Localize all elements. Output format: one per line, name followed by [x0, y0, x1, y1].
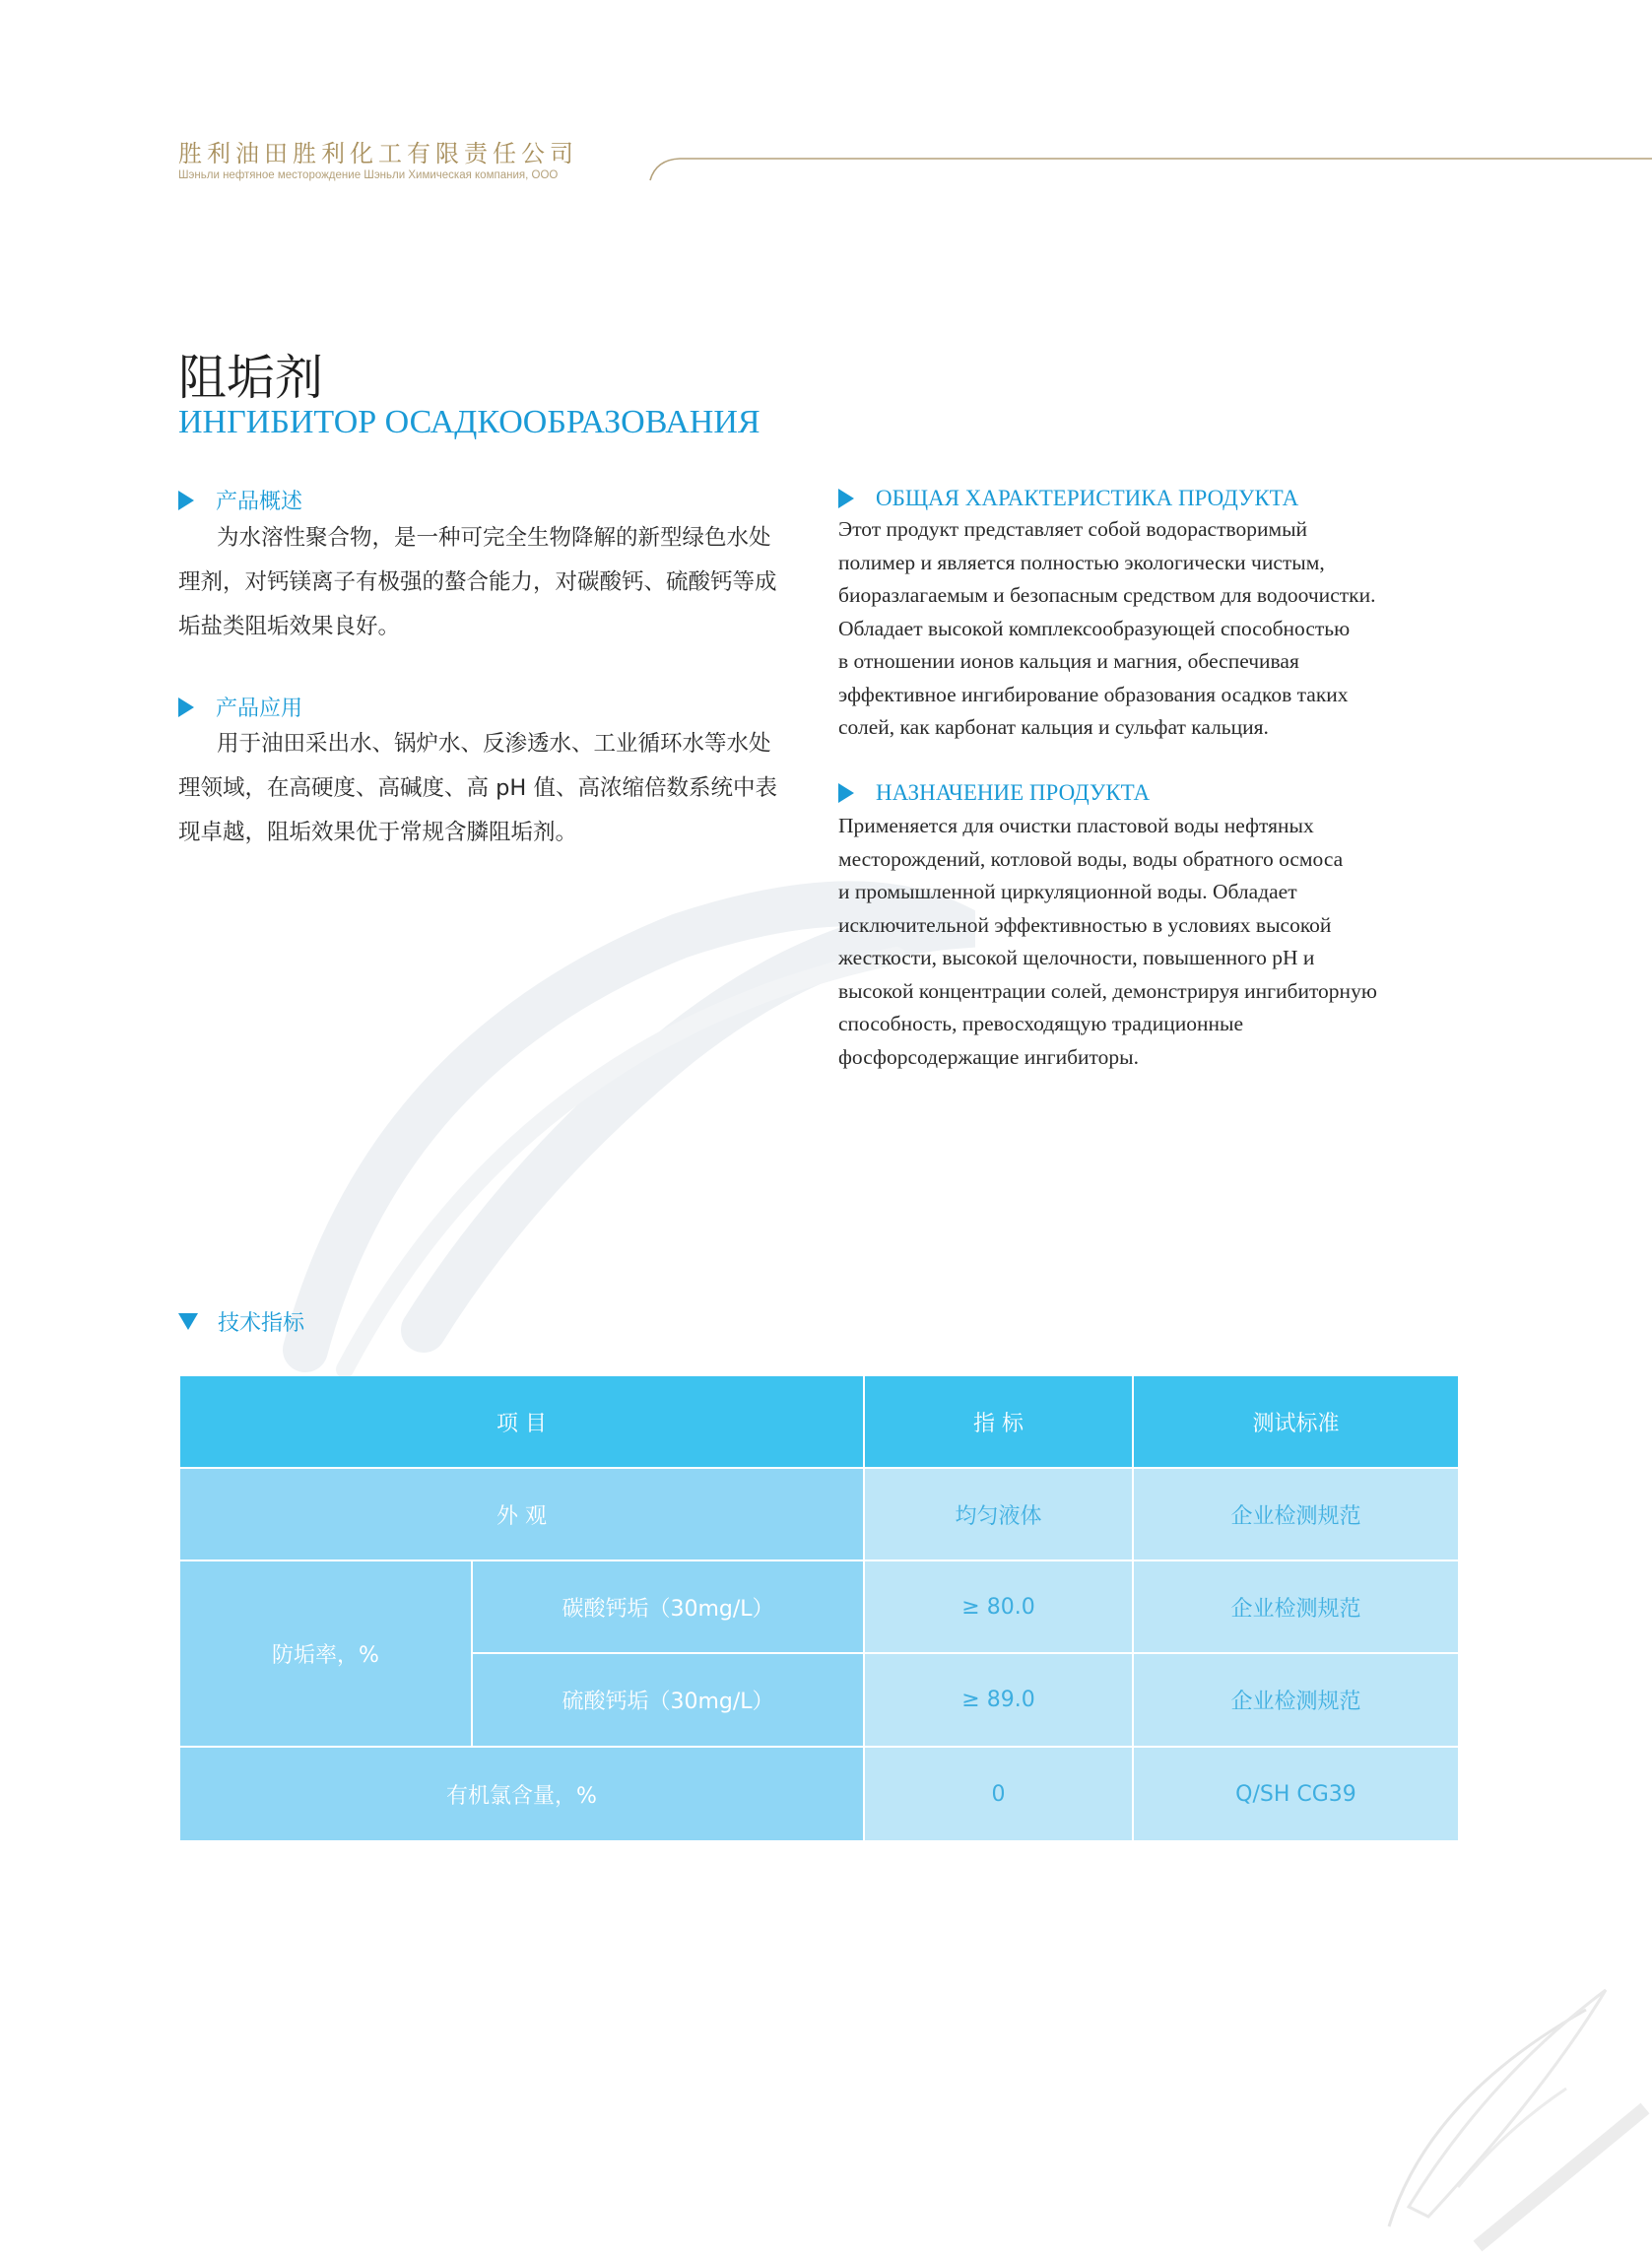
table-header-standard: 测试标准 [1134, 1376, 1458, 1467]
table-cell-caso4: 硫酸钙垢（30mg/L） [473, 1654, 863, 1746]
watermark-logo [1369, 1960, 1652, 2257]
triangle-right-icon [838, 783, 854, 803]
tech-specs-heading [178, 1306, 304, 1337]
table-cell-appearance-standard: 企业检测规范 [1134, 1469, 1458, 1560]
triangle-right-icon [178, 491, 194, 510]
overview-text: 为水溶性聚合物，是一种可完全生物降解的新型绿色水处理剂，对钙镁离子有极强的螯合能力，对碳酸钙、硫酸钙等成垢盐类阻垢效果良好。 [178, 525, 777, 639]
triangle-right-icon [178, 697, 194, 717]
overview-heading-ru-label: ОБЩАЯ ХАРАКТЕРИСТИКА ПРОДУКТА [876, 486, 1299, 510]
application-heading-label: 产品应用 [216, 697, 303, 721]
company-name-cn: 胜利油田胜利化工有限责任公司 [178, 140, 578, 167]
table-cell-caco3-standard: 企业检测规范 [1134, 1561, 1458, 1652]
table-cell-scale-group: 防垢率，% [180, 1561, 471, 1746]
application-heading-ru [838, 780, 1150, 806]
overview-heading-ru [838, 486, 1298, 511]
page-title: 阻垢剂 [178, 350, 324, 406]
application-heading-ru-label: НАЗНАЧЕНИЕ ПРОДУКТА [876, 780, 1151, 805]
table-cell-caco3-value: ≥ 80.0 [865, 1561, 1132, 1652]
company-name-ru: Шэньли нефтяное месторождение Шэньли Химическая компания, ООО [178, 169, 559, 181]
table-cell-chlorine-standard: Q/SH CG39 [1134, 1748, 1458, 1840]
table-header-item: 项 目 [180, 1376, 863, 1467]
overview-heading [178, 485, 302, 515]
table-cell-chlorine: 有机氯含量，% [180, 1748, 863, 1840]
triangle-right-icon [838, 489, 854, 508]
spec-table [180, 1376, 1458, 1840]
table-cell-appearance-value: 均匀液体 [865, 1469, 1132, 1560]
table-cell-caso4-value: ≥ 89.0 [865, 1654, 1132, 1746]
application-text-ru: Применяется для очистки пластовой воды нефтяных месторождений, котловой воды, воды обратного осмоса и промышленной циркуляционной воды. Обладает исключительной эффективностью в условиях высокой жесткости, высокой щелочности, повышенного pH и высокой концентрации солей, демонстрируя ингибиторную способность, превосходящую традиционные фосфорсодержащие ингибиторы. [838, 814, 1377, 1069]
page-title-ru: ИНГИБИТОР ОСАДКООБРАЗОВАНИЯ [178, 404, 760, 440]
triangle-down-icon [178, 1313, 198, 1330]
tech-specs-heading-label: 技术指标 [218, 1311, 305, 1336]
overview-text-ru: Этот продукт представляет собой водорастворимый полимер и является полностью экологически чистым, биоразлагаемым и безопасным средством для водоочистки. Обладает высокой комплексообразующей способностью в отношении ионов кальция и магния, обеспечивая эффективное ингибирование образования осадков таких солей, как карбонат кальция и сульфат кальция. [838, 517, 1376, 739]
table-cell-chlorine-value: 0 [865, 1748, 1132, 1840]
application-heading [178, 692, 302, 722]
table-cell-caso4-standard: 企业检测规范 [1134, 1654, 1458, 1746]
table-cell-caco3: 碳酸钙垢（30mg/L） [473, 1561, 863, 1652]
table-cell-appearance: 外 观 [180, 1469, 863, 1560]
overview-heading-label: 产品概述 [216, 490, 303, 514]
table-header-value: 指 标 [865, 1376, 1132, 1467]
application-text: 用于油田采出水、锅炉水、反渗透水、工业循环水等水处理领域，在高硬度、高碱度、高 pH 值、高浓缩倍数系统中表现卓越，阻垢效果优于常规含膦阻垢剂。 [178, 731, 778, 845]
